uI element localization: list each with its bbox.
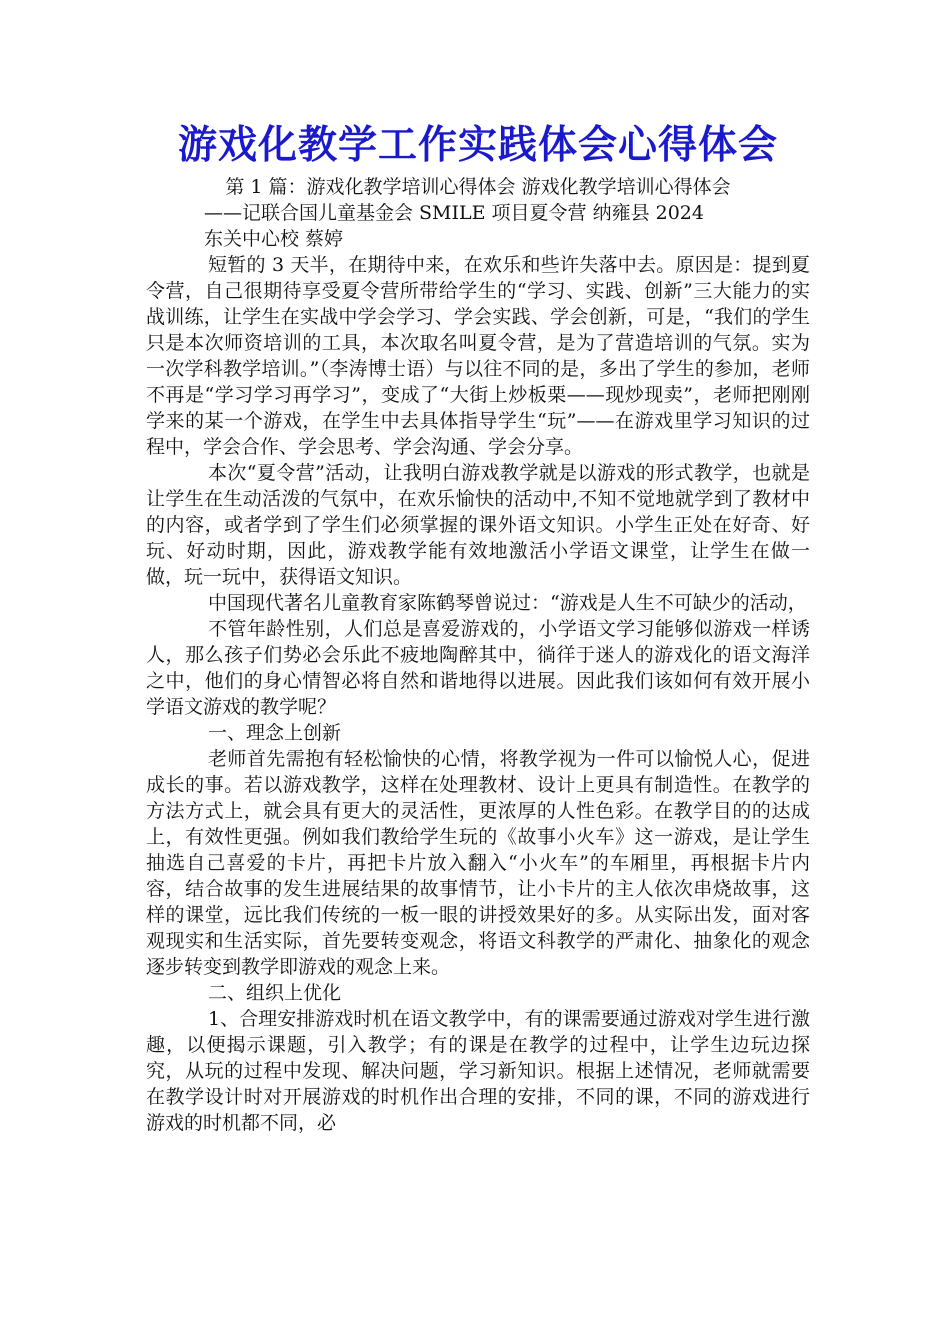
- paragraph: 中国现代著名儿童教育家陈鹤琴曾说过：“游戏是人生不可缺少的活动，: [208, 592, 807, 614]
- document-title: 游戏化教学工作实践体会心得体会: [177, 122, 778, 168]
- author-line: 东关中心校 蔡婷: [204, 228, 344, 250]
- paragraph: 短暂的 3 天半，在期待中来，在欢乐和些许失落中去。原因是：提到夏令营，自己很期待享受夏令营所带给学生的“学习、实践、创新”三大能力的实战训练，让学生在实战中学会学习、学会实践、学会创新，可是，“我们的学生只是本次师资培训的工具，本次取名叫夏令营，是为了营造培训的气氛。实为一次学科教学培训。”（李涛博士语）与以往不同的是，多出了学生的参加，老师不再是“学习学习再学习”，变成了“大街上炒板栗——现炒现卖”，老师把刚刚学来的某一个游戏，在学生中去具体指导学生“玩”——在游戏里学习知识的过程中，学会合作、学会思考、学会沟通、学会分享。: [146, 254, 810, 458]
- article-heading-line: 第 1 篇：游戏化教学培训心得体会 游戏化教学培训心得体会: [225, 176, 731, 198]
- paragraph: 老师首先需抱有轻松愉快的心情，将教学视为一件可以愉悦人心，促进成长的事。若以游戏教学，这样在处理教材、设计上更具有制造性。在教学的方法方式上，就会具有更大的灵活性，更浓厚的人性色彩。在教学目的的达成上，有效性更强。例如我们教给学生玩的《故事小火车》这一游戏，是让学生抽选自己喜爱的卡片，再把卡片放入翻入“小火车”的车厢里，再根据卡片内容，结合故事的发生进展结果的故事情节，让小卡片的主人依次串烧故事，这样的课堂，远比我们传统的一板一眼的讲授效果好的多。从实际出发，面对客观现实和生活实际，首先要转变观念，将语文科教学的严肃化、抽象化的观念逐步转变到教学即游戏的观念上来。: [146, 748, 810, 978]
- document-page: [146, 116, 810, 1136]
- paragraph: 不管年龄性别，人们总是喜爱游戏的，小学语文学习能够似游戏一样诱人，那么孩子们势必会乐此不疲地陶醉其中，徜徉于迷人的游戏化的语文海洋之中，他们的身心情智必将自然和谐地得以进展。因此我们该如何有效开展小学语文游戏的教学呢？: [146, 618, 810, 718]
- section-heading: 二、组织上优化: [208, 982, 342, 1004]
- paragraph: 1、合理安排游戏时机在语文教学中，有的课需要通过游戏对学生进行激趣，以便揭示课题，引入教学；有的课是在教学的过程中，让学生边玩边探究，从玩的过程中发现、解决问题，学习新知识。根据上述情况，老师就需要在教学设计时对开展游戏的时机作出合理的安排，不同的课，不同的游戏进行游戏的时机都不同，必: [146, 1008, 810, 1134]
- article-heading-line-2: ——记联合国儿童基金会 SMILE 项目夏令营 纳雍县 2024: [204, 202, 704, 224]
- paragraph: 本次“夏令营”活动，让我明白游戏教学就是以游戏的形式教学，也就是让学生在生动活泼的气氛中，在欢乐愉快的活动中,不知不觉地就学到了教材中的内容，或者学到了学生们必须掌握的课外语文知识。小学生正处在好奇、好玩、好动时期，因此，游戏教学能有效地激活小学语文课堂，让学生在做一做，玩一玩中，获得语文知识。: [146, 462, 810, 588]
- section-heading: 一、理念上创新: [208, 722, 342, 744]
